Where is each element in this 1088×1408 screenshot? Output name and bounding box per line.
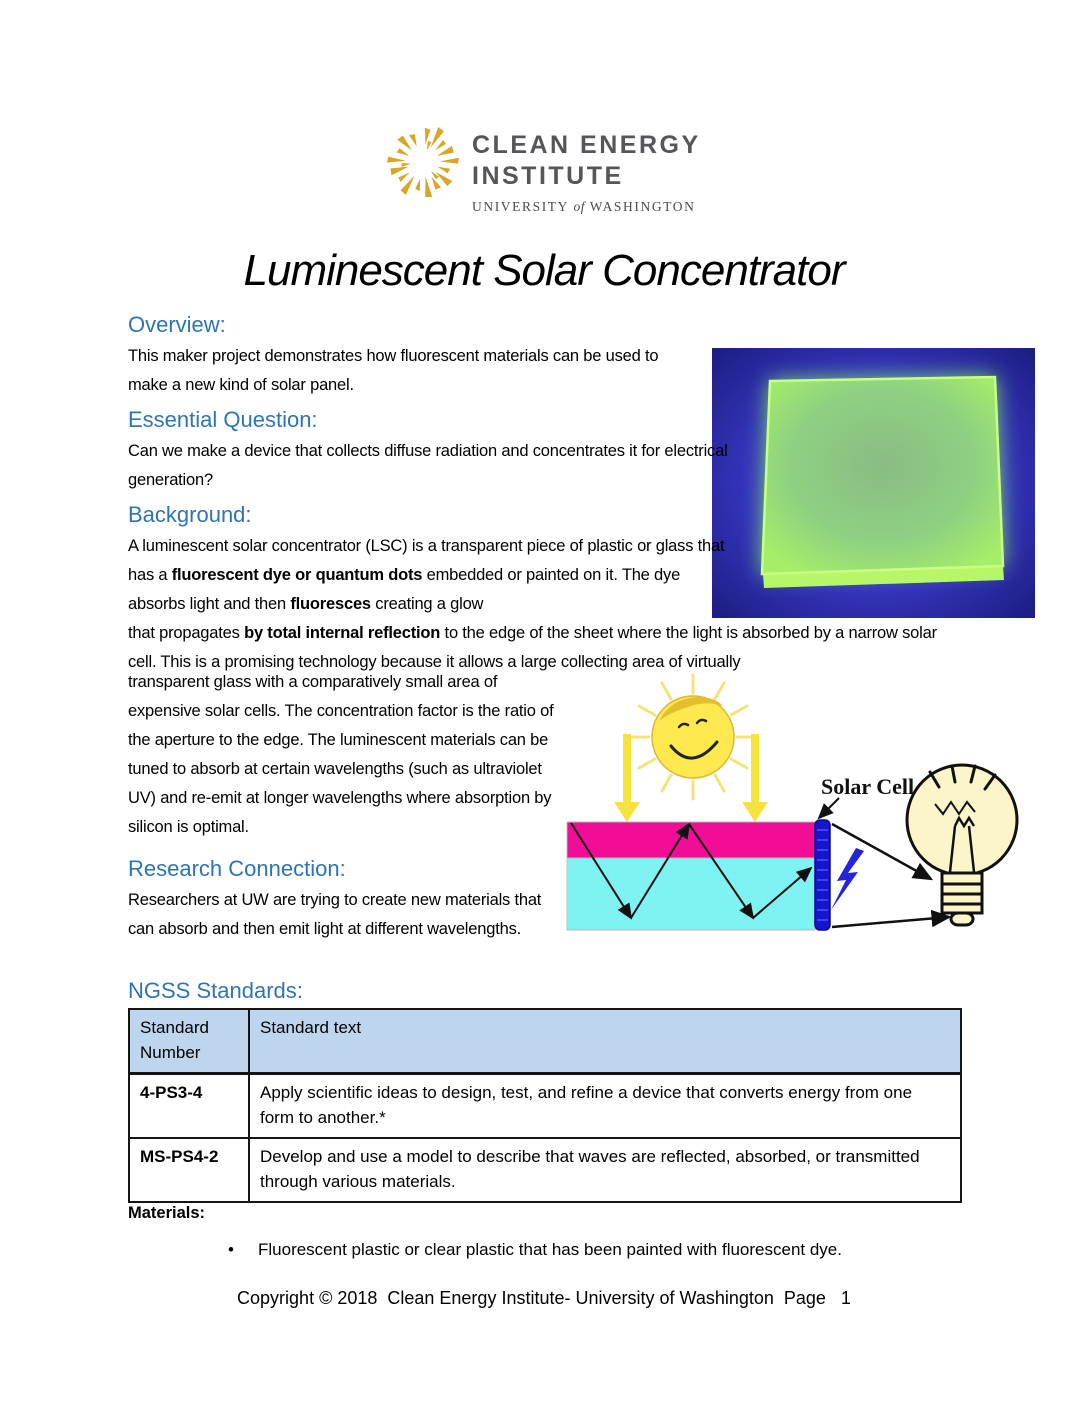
column-header-standard-text: Standard text xyxy=(249,1009,961,1074)
standard-text-cell: Develop and use a model to describe that waves are reflected, absorbed, or transmitted through various materials. xyxy=(249,1138,961,1202)
logo-text xyxy=(472,120,701,215)
sunlight-arrow-right xyxy=(742,734,768,822)
overview-heading: Overview: xyxy=(128,312,226,337)
logo-org-line2: INSTITUTE xyxy=(472,162,624,190)
solar-cell-bar xyxy=(815,820,830,930)
table-header-row xyxy=(129,1009,961,1074)
ngss-standards-heading: NGSS Standards: xyxy=(128,978,303,1003)
standard-text-cell: Apply scientific ideas to design, test, and refine a device that converts energy from one form to another.* xyxy=(249,1074,961,1139)
bullet-marker: • xyxy=(228,1240,234,1259)
clean-energy-institute-logo xyxy=(386,120,701,215)
materials-list-item xyxy=(228,1240,928,1260)
background-paragraph-2: that propagates by total internal reflection to the edge of the sheet where the light is absorbed by a narrow solar cell. This is a promising technology because it allows a large collecting area of virtually xyxy=(128,624,937,671)
lsc-diagram xyxy=(543,672,1043,962)
sunburst-icon xyxy=(386,122,460,206)
background-paragraph-1: A luminescent solar concentrator (LSC) is a transparent piece of plastic or glass that has a fluorescent dye or quantum dots embedded or painted on it. The dye absorbs light and then fluoresces creating a glow xyxy=(128,537,725,613)
ngss-standards-table xyxy=(128,1008,962,1203)
solar-cell-pointer-arrow xyxy=(819,798,839,818)
wire-arrow-bottom xyxy=(832,917,949,927)
column-header-standard-number: Standard Number xyxy=(129,1009,249,1074)
sun-icon xyxy=(631,675,755,799)
sunlight-arrow-left xyxy=(614,734,640,822)
lightning-icon xyxy=(831,848,864,910)
research-connection-heading: Research Connection: xyxy=(128,856,346,881)
essential-question-heading: Essential Question: xyxy=(128,407,318,432)
research-connection-paragraph: Researchers at UW are trying to create new materials that can absorb and then emit light at different wavelengths. xyxy=(128,891,542,938)
background-heading: Background: xyxy=(128,502,252,527)
lightbulb-icon xyxy=(907,765,1017,925)
solar-cell-label: Solar Cell xyxy=(821,774,915,799)
page-footer: Copyright © 2018 Clean Energy Institute- University of Washington Page 1 xyxy=(237,1288,851,1308)
table-row xyxy=(129,1138,961,1202)
logo-university-line: UNIVERSITY of WASHINGTON xyxy=(472,199,696,214)
standard-number-cell: 4-PS3-4 xyxy=(129,1074,249,1139)
materials-item-text: Fluorescent plastic or clear plastic that has been painted with fluorescent dye. xyxy=(258,1240,842,1259)
background-paragraph-3: transparent glass with a comparatively small area of expensive solar cells. The concentration factor is the ratio of the aperture to the edge. The luminescent materials can be tuned to absorb at certain wavelengths (such as ultraviolet UV) and re-emit at longer wavelengths where absorption by silicon is optimal. xyxy=(128,673,554,836)
fluorescent-slab xyxy=(762,377,1003,574)
page-title: Luminescent Solar Concentrator xyxy=(243,246,845,295)
table-row xyxy=(129,1074,961,1139)
overview-paragraph: This maker project demonstrates how fluorescent materials can be used to make a new kind of solar panel. xyxy=(128,347,659,394)
materials-heading: Materials: xyxy=(128,1204,206,1222)
logo-org-line1: CLEAN ENERGY xyxy=(472,131,701,159)
standard-number-cell: MS-PS4-2 xyxy=(129,1138,249,1202)
lsc-uv-photo xyxy=(712,348,1035,618)
essential-question-paragraph: Can we make a device that collects diffuse radiation and concentrates it for electrical generation? xyxy=(128,442,728,489)
